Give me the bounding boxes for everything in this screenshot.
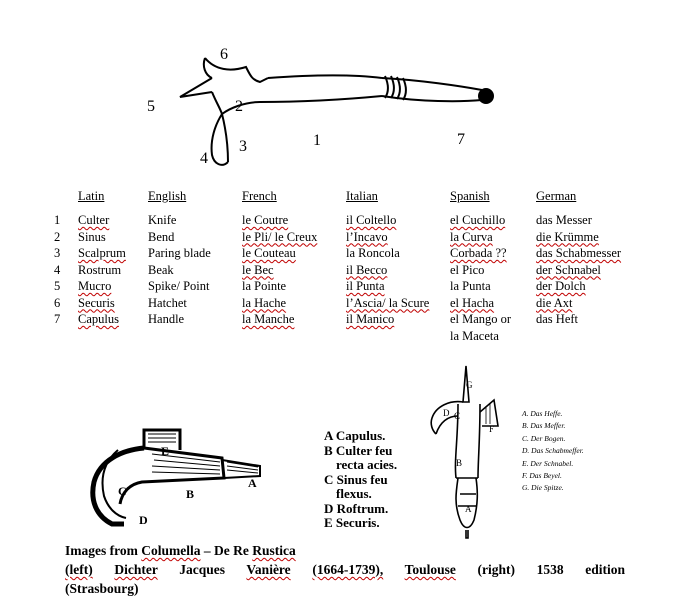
spanish-column <box>450 212 511 344</box>
row-number: 4 <box>54 262 61 277</box>
woodcut-letter-a: A <box>248 476 257 490</box>
spanish-term: Corbada ?? <box>450 246 507 260</box>
spanish-term: el Hacha <box>450 295 495 310</box>
header-german: German <box>536 189 577 203</box>
caption-word: Dichter <box>114 562 158 577</box>
german-legend <box>522 408 584 495</box>
english-term: Beak <box>148 262 174 277</box>
caption-author: Columella <box>141 543 201 558</box>
spanish-term: el Pico <box>450 262 485 277</box>
caption-line-3: (Strasbourg) <box>65 581 139 596</box>
french-column <box>242 212 317 328</box>
latin-term: Scalprum <box>78 246 126 260</box>
caption-word: (right) <box>477 562 516 577</box>
english-term: Bend <box>148 229 175 244</box>
spanish-term: la Punta <box>450 279 491 293</box>
row-number: 1 <box>54 213 61 227</box>
caption-sep: – De Re <box>200 543 253 558</box>
latin-term: Sinus <box>78 229 106 244</box>
legend-line: D Roftrum. <box>324 500 389 516</box>
figure-label-1: 1 <box>313 132 321 149</box>
italian-column <box>346 212 429 328</box>
french-term: le Bec <box>242 262 274 277</box>
row-number: 2 <box>54 229 61 244</box>
english-term: Paring blade <box>148 246 211 260</box>
legend-line: E Securis. <box>324 515 380 530</box>
woodcut-right-letter-b: B <box>456 458 463 468</box>
caption-line-2 <box>65 562 625 578</box>
caption-word: Jacques <box>179 562 226 577</box>
english-term: Handle <box>148 312 185 326</box>
legend-line: E. Der Schnabel. <box>522 458 574 468</box>
french-term: le Couteau <box>242 246 296 260</box>
french-term: la Hache <box>242 295 287 310</box>
italian-term: il Coltello <box>346 213 397 227</box>
legend-line: C Sinus feu <box>324 471 388 487</box>
woodcut-letter-c: C <box>118 484 127 498</box>
caption-line-1 <box>65 543 296 559</box>
spanish-term: el Mango or <box>450 312 512 326</box>
row-number-column <box>54 212 60 328</box>
german-term: die Krümme <box>536 229 599 244</box>
spanish-term: el Cuchillo <box>450 213 506 227</box>
row-number: 6 <box>54 295 61 310</box>
german-term: das Schabmesser <box>536 246 622 260</box>
header-french: French <box>242 189 277 203</box>
figure-label-6: 6 <box>220 46 228 63</box>
row-number: 7 <box>54 312 61 326</box>
german-column <box>536 212 621 328</box>
german-term: der Dolch <box>536 279 586 293</box>
italian-term: l’Incavo <box>346 229 388 244</box>
woodcut-right-letter-f: F <box>489 424 495 434</box>
french-term: le Pli/ le Creux <box>242 229 318 244</box>
woodcut-right-letter-g: G <box>466 380 473 390</box>
woodcut-right-letter-d: D <box>443 408 450 418</box>
woodcut-legend <box>324 429 397 531</box>
legend-line: flexus. <box>336 486 372 501</box>
legend-line: B. Das Meffer. <box>522 421 566 431</box>
header-italian: Italian <box>346 189 378 203</box>
caption-word: Toulouse <box>404 562 456 577</box>
english-term: Knife <box>148 213 177 227</box>
french-term: la Manche <box>242 312 295 326</box>
legend-line: recta acies. <box>336 457 398 472</box>
latin-term: Mucro <box>78 279 112 293</box>
latin-term: Culter <box>78 213 110 227</box>
italian-term: il Manico <box>346 312 395 326</box>
woodcut-letter-d: D <box>139 513 148 527</box>
figure-label-4: 4 <box>200 150 208 167</box>
legend-line: C. Der Bogen. <box>522 433 566 443</box>
woodcut-letter-e: E <box>161 444 170 458</box>
caption-work: Rustica <box>252 543 296 558</box>
french-term: la Pointe <box>242 279 287 293</box>
header-spanish: Spanish <box>450 189 490 203</box>
german-term: der Schnabel <box>536 262 601 277</box>
figure-label-3: 3 <box>239 138 247 155</box>
legend-line: B Culter feu <box>324 442 393 458</box>
legend-line: A. Das Heffe. <box>522 409 563 418</box>
woodcut-letter-b: B <box>186 487 195 501</box>
french-term: le Coutre <box>242 213 289 227</box>
italian-term: il Becco <box>346 262 388 277</box>
english-term: Hatchet <box>148 295 187 310</box>
caption-word: (left) <box>65 562 93 577</box>
spanish-term: la Curva <box>450 229 493 244</box>
woodcut-right-letter-c: C <box>454 411 461 421</box>
figure-label-5: 5 <box>147 98 155 115</box>
legend-line: D. Das Schabmeffer. <box>522 446 584 456</box>
legend-line: A Capulus. <box>324 428 386 443</box>
row-number: 5 <box>54 279 61 293</box>
german-term: das Heft <box>536 312 578 326</box>
german-term: das Messer <box>536 213 592 227</box>
caption-word: 1538 <box>536 562 564 577</box>
latin-term: Securis <box>78 295 115 310</box>
row-number: 3 <box>54 246 61 260</box>
english-term: Spike/ Point <box>148 279 210 293</box>
italian-term: il Punta <box>346 279 385 293</box>
figure-label-7: 7 <box>457 131 465 148</box>
german-term: die Axt <box>536 295 573 310</box>
header-english: English <box>148 189 187 203</box>
caption-word: Vanière <box>246 562 291 577</box>
italian-term: la Roncola <box>346 246 400 260</box>
english-column <box>148 212 211 328</box>
figure-label-2: 2 <box>235 98 243 115</box>
pruning-knife-drawing <box>160 40 510 180</box>
spanish-term-extra: la Maceta <box>450 328 499 343</box>
header-latin: Latin <box>78 189 105 203</box>
caption-prefix: Images from <box>65 543 142 558</box>
woodcut-right-letter-a: A <box>465 504 472 514</box>
legend-line: G. Die Spitze. <box>522 483 564 493</box>
legend-line: F. Das Beyel. <box>522 471 562 481</box>
caption-word: (1664-1739), <box>312 562 384 577</box>
latin-column <box>78 212 126 328</box>
italian-term: l’Ascia/ la Scure <box>346 295 430 310</box>
latin-term: Rostrum <box>78 262 122 277</box>
latin-term: Capulus <box>78 312 119 326</box>
vaniere-woodcut <box>82 420 272 535</box>
caption-word: edition <box>585 562 626 577</box>
